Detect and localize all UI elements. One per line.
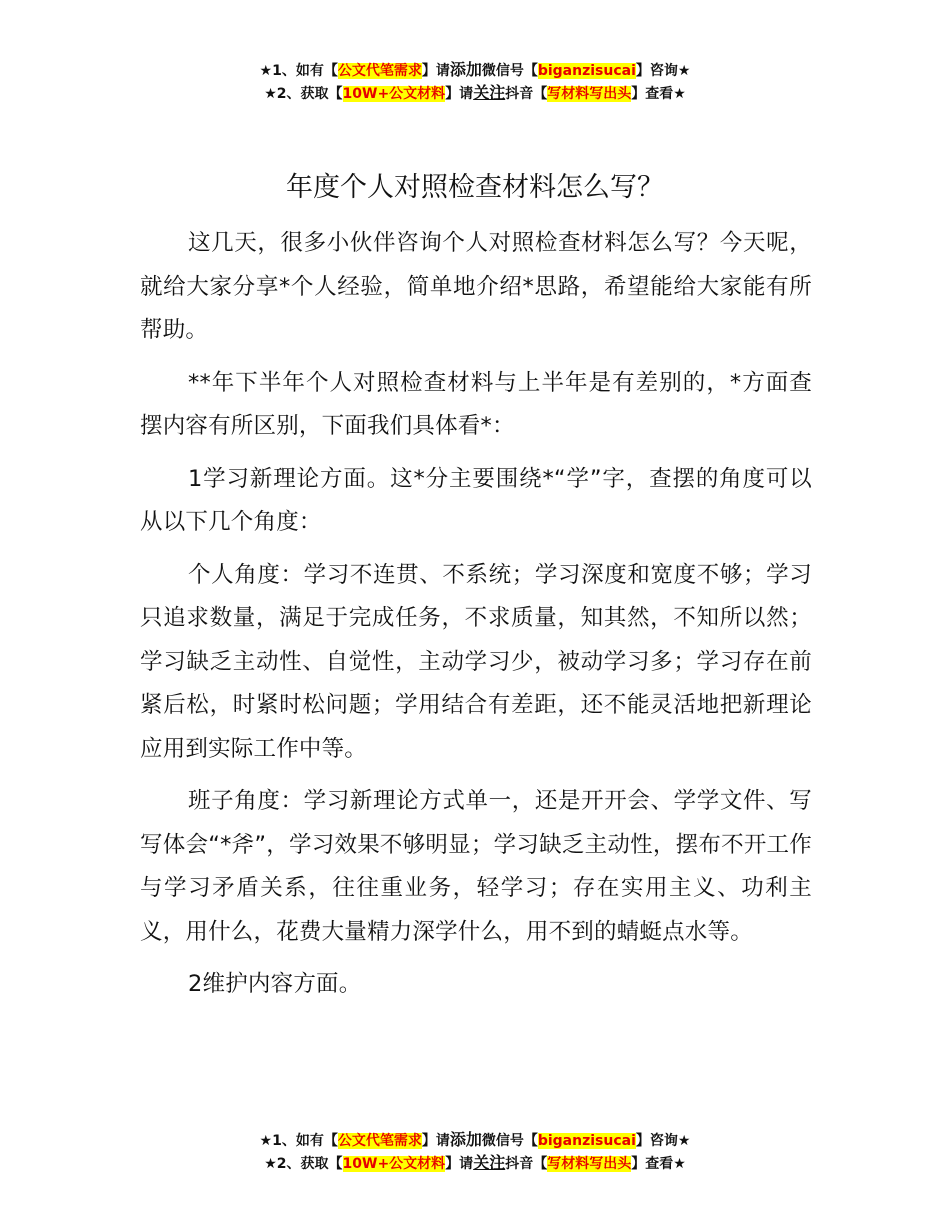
banner-highlight: 写材料写出头 — [547, 1156, 632, 1172]
banner-text: ★1、如有【 — [259, 1133, 338, 1149]
footer-banner — [0, 1129, 950, 1175]
banner-emphasis: 添加 — [449, 1130, 482, 1149]
banner-text: 】咨询★ — [635, 63, 691, 79]
banner-highlight: 10W+公文材料 — [342, 86, 446, 102]
paragraph: 个人角度：学习不连贯、不系统；学习深度和宽度不够；学习只追求数量，满足于完成任务，不求质量，知其然，不知所以然；学习缺乏主动性、自觉性，主动学习少，被动学习多；学习存在前紧后松，时紧时松问题；学用结合有差距，还不能灵活地把新理论应用到实际工作中等。 — [140, 561, 812, 762]
banner-highlight: biganzisucai — [537, 63, 636, 79]
banner-line-2 — [0, 82, 950, 105]
banner-text: ★2、获取【 — [264, 1156, 343, 1172]
banner-text: ★2、获取【 — [264, 86, 343, 102]
banner-text: 抖音【 — [505, 86, 548, 102]
banner-highlight: biganzisucai — [537, 1133, 636, 1149]
paragraph: 1学习新理论方面。这*分主要围绕*“学”字，查摆的角度可以从以下几个角度： — [140, 465, 812, 535]
banner-line-1 — [0, 1129, 950, 1152]
document-title: 年度个人对照检查材料怎么写？ — [286, 172, 664, 203]
header-banner — [0, 59, 950, 105]
paragraph: 2维护内容方面。 — [188, 971, 362, 997]
banner-text: 微信号【 — [481, 63, 538, 79]
banner-emphasis: 添加 — [449, 60, 482, 79]
banner-text: 】请 — [445, 86, 474, 102]
banner-highlight: 公文代笔需求 — [337, 63, 422, 79]
paragraph: 班子角度：学习新理论方式单一，还是开开会、学学文件、写写体会“*斧”，学习效果不够明显；学习缺乏主动性，摆布不开工作与学习矛盾关系，往往重业务，轻学习；存在实用主义、功利主义，用什么，花费大量精力深学什么，用不到的蜻蜓点水等。 — [140, 788, 812, 945]
banner-text: 】请 — [421, 63, 450, 79]
banner-line-2 — [0, 1152, 950, 1175]
paragraph: **年下半年个人对照检查材料与上半年是有差别的，*方面查摆内容有所区别，下面我们具体看*： — [140, 369, 812, 439]
banner-text: 】请 — [445, 1156, 474, 1172]
banner-highlight: 公文代笔需求 — [337, 1133, 422, 1149]
banner-emphasis: 关注 — [473, 83, 506, 102]
banner-text: 】咨询★ — [635, 1133, 691, 1149]
paragraph: 这几天，很多小伙伴咨询个人对照检查材料怎么写？今天呢，就给大家分享*个人经验，简单地介绍*思路，希望能给大家能有所帮助。 — [140, 230, 812, 343]
banner-text: 】查看★ — [631, 1156, 686, 1172]
banner-line-1 — [0, 59, 950, 82]
banner-text: 】查看★ — [631, 86, 686, 102]
banner-highlight: 10W+公文材料 — [342, 1156, 446, 1172]
banner-text: 抖音【 — [505, 1156, 548, 1172]
banner-text: 微信号【 — [481, 1133, 538, 1149]
banner-emphasis: 关注 — [473, 1153, 506, 1172]
banner-highlight: 写材料写出头 — [547, 86, 632, 102]
banner-text: 】请 — [421, 1133, 450, 1149]
document-body — [140, 222, 812, 1016]
banner-text: ★1、如有【 — [259, 63, 338, 79]
